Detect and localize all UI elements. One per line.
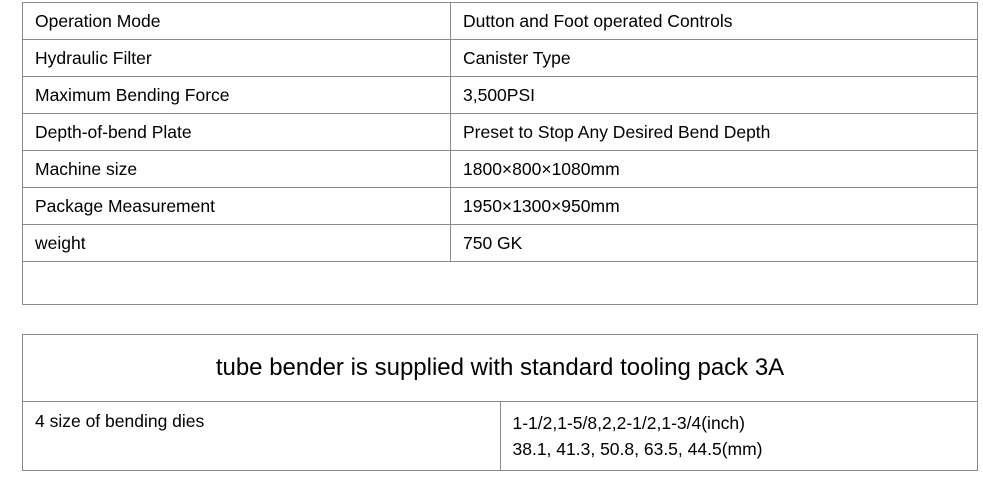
spec-value: Dutton and Foot operated Controls <box>451 3 978 40</box>
table-row <box>23 225 978 262</box>
tooling-values <box>500 402 978 471</box>
table-row <box>23 188 978 225</box>
table-row <box>23 114 978 151</box>
tooling-value-inch: 1-1/2,1-5/8,2,2-1/2,1-3/4(inch) <box>512 413 745 433</box>
spec-value: Canister Type <box>451 40 978 77</box>
table-row <box>23 40 978 77</box>
spec-label: Maximum Bending Force <box>23 77 451 114</box>
spec-value: Preset to Stop Any Desired Bend Depth <box>451 114 978 151</box>
table-row <box>23 402 978 471</box>
spec-label: Machine size <box>23 151 451 188</box>
table-row <box>23 3 978 40</box>
spec-empty-cell <box>23 262 978 305</box>
tooling-value-mm: 38.1, 41.3, 50.8, 63.5, 44.5(mm) <box>512 439 763 459</box>
tooling-label: 4 size of bending dies <box>23 402 501 471</box>
spec-label: Depth-of-bend Plate <box>23 114 451 151</box>
spec-label: Hydraulic Filter <box>23 40 451 77</box>
spec-value: 1800×800×1080mm <box>451 151 978 188</box>
table-row-empty <box>23 262 978 305</box>
tooling-pack-table <box>22 334 978 471</box>
spec-value: 750 GK <box>451 225 978 262</box>
tooling-title-row <box>23 335 978 402</box>
table-row <box>23 77 978 114</box>
spec-label: weight <box>23 225 451 262</box>
spec-value: 1950×1300×950mm <box>451 188 978 225</box>
table-row <box>23 151 978 188</box>
spec-label: Package Measurement <box>23 188 451 225</box>
spec-label: Operation Mode <box>23 3 451 40</box>
specifications-table <box>22 2 978 305</box>
spec-value: 3,500PSI <box>451 77 978 114</box>
tooling-title: tube bender is supplied with standard tooling pack 3A <box>23 335 978 402</box>
